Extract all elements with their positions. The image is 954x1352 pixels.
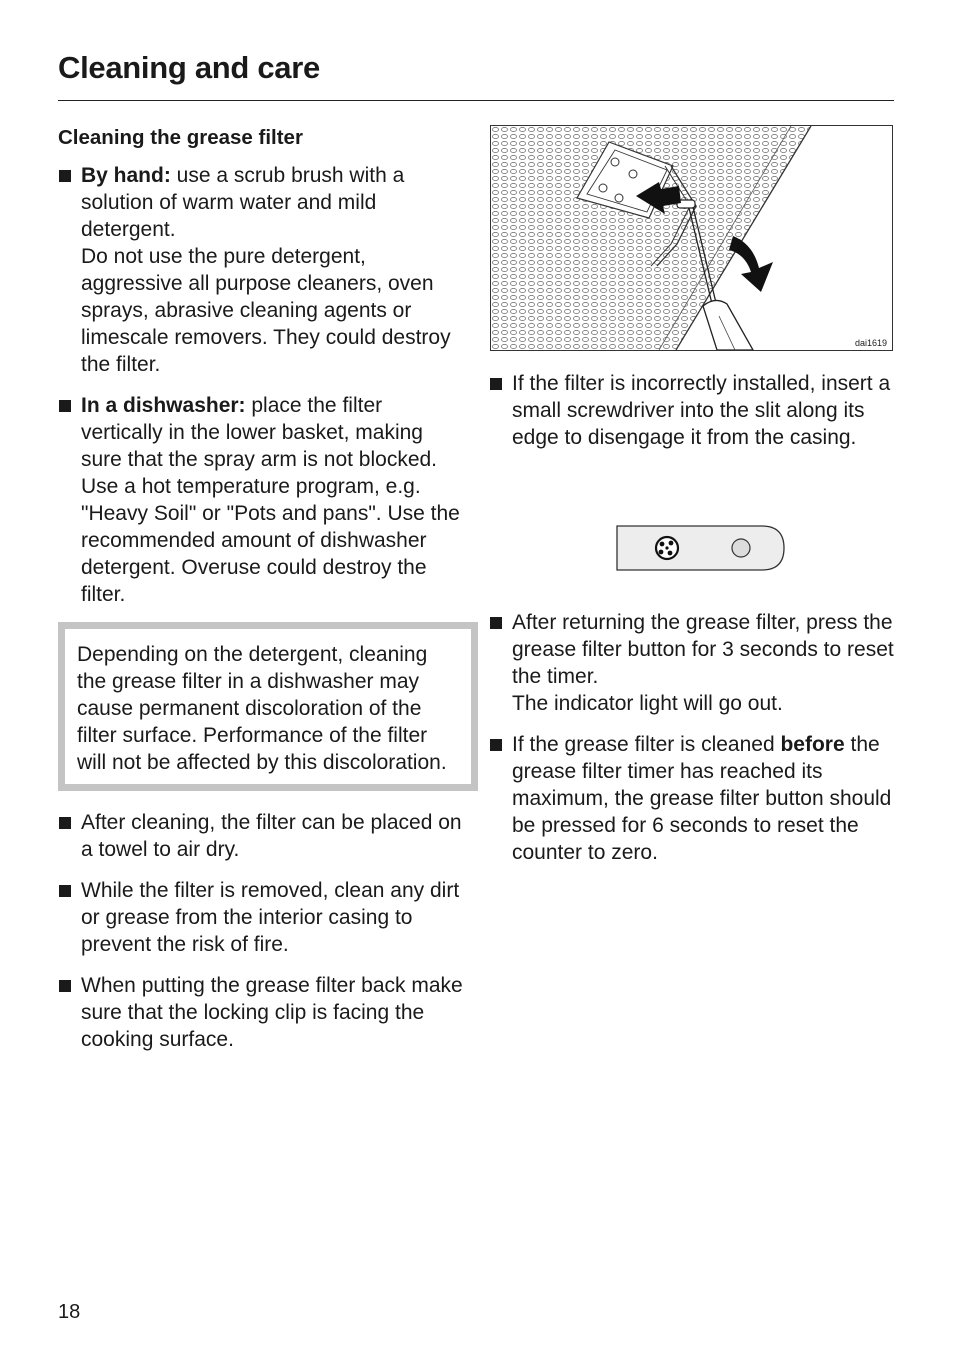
incorrect-install-text: If the filter is incorrectly installed, insert a small screwdriver into the slit along its edge to disengage it from the casing. — [512, 372, 891, 449]
note-box: Depending on the detergent, cleaning the grease filter in a dishwasher may cause permanent discoloration of the filter surface. Performance of the filter will not be affected by this discoloration. — [58, 622, 478, 791]
dishwasher-label: In a dishwasher: — [81, 394, 246, 417]
after-returning-text: After returning the grease filter, press the grease filter button for 3 seconds to reset the timer. — [512, 611, 894, 688]
list-item-cleaned-before — [489, 731, 899, 866]
grease-filter-icon — [656, 537, 678, 559]
after-cleaning-text: After cleaning, the filter can be placed on a towel to air dry. — [81, 811, 462, 861]
right-column-bottom — [489, 609, 899, 880]
square-bullet-icon — [59, 170, 71, 182]
left-column — [58, 124, 468, 1067]
cleaned-before-post: the grease filter timer has reached its maximum, the grease filter button should be pressed for 6 seconds to reset the counter to zero. — [512, 733, 892, 864]
filter-illustration-icon — [491, 126, 892, 350]
list-item-dishwasher — [58, 392, 468, 608]
list-item-after-returning — [489, 609, 899, 717]
page-number: 18 — [58, 1301, 81, 1323]
by-hand-label: By hand: — [81, 164, 171, 187]
square-bullet-icon — [490, 739, 502, 751]
square-bullet-icon — [59, 400, 71, 412]
section-heading: Cleaning the grease filter — [58, 126, 303, 149]
list-item-after-cleaning — [58, 809, 468, 863]
square-bullet-icon — [490, 617, 502, 629]
figure-label: dai1619 — [854, 338, 887, 348]
title-divider — [58, 100, 894, 101]
square-bullet-icon — [490, 378, 502, 390]
square-bullet-icon — [59, 885, 71, 897]
list-item-by-hand — [58, 162, 468, 378]
by-hand-warning: Do not use the pure detergent, aggressive all purpose cleaners, oven sprays, abrasive cleaning agents or limescale removers. They could destroy the filter. — [81, 245, 451, 376]
list-item-incorrect-install — [489, 370, 899, 451]
page-title: Cleaning and care — [58, 50, 320, 85]
putting-back-text: When putting the grease filter back make sure that the locking clip is facing the cooking surface. — [81, 974, 463, 1051]
by-hand-text: use a scrub brush with a solution of warm water and mild detergent. — [81, 164, 405, 241]
right-column-top — [489, 370, 899, 465]
control-panel-illustration — [616, 525, 786, 571]
cleaned-before-bold: before — [780, 733, 845, 756]
indicator-light-icon — [732, 539, 750, 557]
cleaned-before-pre: If the grease filter is cleaned — [512, 733, 781, 756]
square-bullet-icon — [59, 817, 71, 829]
dishwasher-program-text: Use a hot temperature program, e.g. "Heavy Soil" or "Pots and pans". Use the recommended amount of dishwasher detergent. Overuse could destroy the filter. — [81, 475, 460, 606]
while-removed-text: While the filter is removed, clean any dirt or grease from the interior casing to prevent the risk of fire. — [81, 879, 460, 956]
dishwasher-text: place the filter vertically in the lower basket, making sure that the spray arm is not blocked. — [81, 394, 438, 471]
list-item-putting-back — [58, 972, 468, 1053]
screwdriver-illustration — [490, 125, 893, 351]
list-item-while-removed — [58, 877, 468, 958]
square-bullet-icon — [59, 980, 71, 992]
indicator-out-text: The indicator light will go out. — [512, 692, 783, 715]
